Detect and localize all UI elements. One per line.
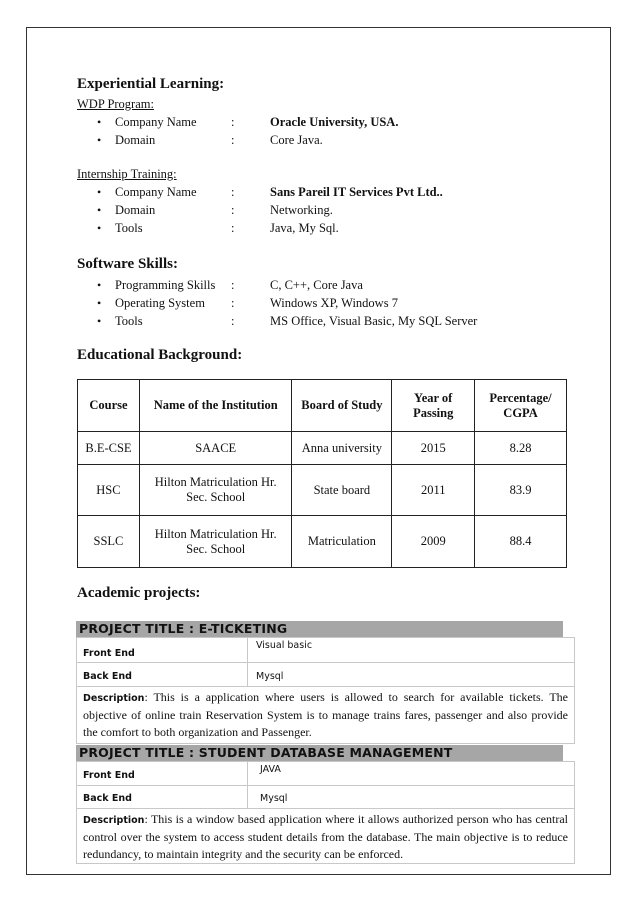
table-row bbox=[78, 465, 567, 516]
table-cell: 83.9 bbox=[475, 465, 567, 516]
table-header: Name of the Institution bbox=[139, 380, 292, 432]
projects-heading: Academic projects: bbox=[77, 585, 201, 601]
row-key: Tools bbox=[115, 221, 143, 235]
table-cell: 2015 bbox=[392, 432, 475, 465]
table-cell: 8.28 bbox=[475, 432, 567, 465]
separator: : bbox=[231, 314, 235, 328]
bullet: • bbox=[97, 296, 102, 310]
row-key: Domain bbox=[115, 133, 156, 147]
description-text: : This is a application where users is allowed to search for available tickets. The objective of online train Reservation System is to manage trains fares, passenger and also provide the comfort to both organization and Passenger. bbox=[83, 690, 568, 739]
back-end-value: Mysql bbox=[247, 785, 575, 809]
table-header: Course bbox=[78, 380, 140, 432]
row-key: Programming Skills bbox=[115, 278, 216, 292]
software-heading: Software Skills: bbox=[77, 256, 178, 272]
project-title: PROJECT TITLE : STUDENT DATABASE MANAGEMENT bbox=[76, 745, 563, 761]
row-key: Tools bbox=[115, 314, 143, 328]
row-value: Windows XP, Windows 7 bbox=[270, 296, 398, 310]
project-description bbox=[76, 808, 575, 864]
bullet: • bbox=[97, 133, 102, 147]
education-heading: Educational Background: bbox=[77, 347, 243, 363]
table-header: Percentage/ CGPA bbox=[475, 380, 567, 432]
bullet: • bbox=[97, 221, 102, 235]
bullet: • bbox=[97, 203, 102, 217]
table-cell: State board bbox=[292, 465, 392, 516]
separator: : bbox=[231, 203, 235, 217]
bullet: • bbox=[97, 314, 102, 328]
education-table bbox=[77, 379, 567, 568]
row-value: C, C++, Core Java bbox=[270, 278, 363, 292]
table-cell: 2011 bbox=[392, 465, 475, 516]
row-key: Domain bbox=[115, 203, 156, 217]
table-cell: SAACE bbox=[139, 432, 292, 465]
separator: : bbox=[231, 115, 235, 129]
row-value: Core Java. bbox=[270, 133, 323, 147]
table-cell: B.E-CSE bbox=[78, 432, 140, 465]
bullet: • bbox=[97, 115, 102, 129]
description-label: Description bbox=[83, 815, 145, 826]
table-cell: SSLC bbox=[78, 516, 140, 568]
row-value: Oracle University, USA. bbox=[270, 115, 399, 129]
front-end-value: JAVA bbox=[247, 761, 575, 786]
table-cell: Hilton Matriculation Hr. Sec. School bbox=[139, 465, 292, 516]
project-title: PROJECT TITLE : E-TICKETING bbox=[76, 621, 563, 637]
table-cell: 88.4 bbox=[475, 516, 567, 568]
description-text: : This is a window based application where it allows authorized person who has central control over the system to access student details from the database. The main objective is to reduce redundancy, to maintain integrity and the security can be enforced. bbox=[83, 812, 568, 861]
row-value: Sans Pareil IT Services Pvt Ltd.. bbox=[270, 185, 443, 199]
table-header: Board of Study bbox=[292, 380, 392, 432]
table-row bbox=[78, 432, 567, 465]
row-key: Operating System bbox=[115, 296, 205, 310]
row-key: Company Name bbox=[115, 185, 197, 199]
bullet: • bbox=[97, 185, 102, 199]
row-value: Networking. bbox=[270, 203, 333, 217]
row-key: Company Name bbox=[115, 115, 197, 129]
row-value: Java, My Sql. bbox=[270, 221, 339, 235]
front-end-label: Front End bbox=[76, 637, 248, 663]
table-cell: 2009 bbox=[392, 516, 475, 568]
table-cell: Hilton Matriculation Hr. Sec. School bbox=[139, 516, 292, 568]
back-end-label: Back End bbox=[76, 785, 248, 809]
separator: : bbox=[231, 133, 235, 147]
row-value: MS Office, Visual Basic, My SQL Server bbox=[270, 314, 478, 328]
front-end-label: Front End bbox=[76, 761, 248, 786]
experiential-heading: Experiential Learning: bbox=[77, 76, 225, 92]
separator: : bbox=[231, 185, 235, 199]
separator: : bbox=[231, 221, 235, 235]
table-cell: Anna university bbox=[292, 432, 392, 465]
table-row bbox=[78, 516, 567, 568]
bullet: • bbox=[97, 278, 102, 292]
back-end-value: Mysql bbox=[247, 662, 575, 687]
separator: : bbox=[231, 278, 235, 292]
internship-label: Internship Training: bbox=[77, 167, 177, 181]
wdp-label: WDP Program: bbox=[77, 97, 154, 111]
table-header: Year of Passing bbox=[392, 380, 475, 432]
back-end-label: Back End bbox=[76, 662, 248, 687]
separator: : bbox=[231, 296, 235, 310]
front-end-value: Visual basic bbox=[247, 637, 575, 663]
description-label: Description bbox=[83, 693, 145, 704]
project-description bbox=[76, 686, 575, 744]
table-cell: Matriculation bbox=[292, 516, 392, 568]
table-cell: HSC bbox=[78, 465, 140, 516]
table-header-row bbox=[78, 380, 567, 432]
